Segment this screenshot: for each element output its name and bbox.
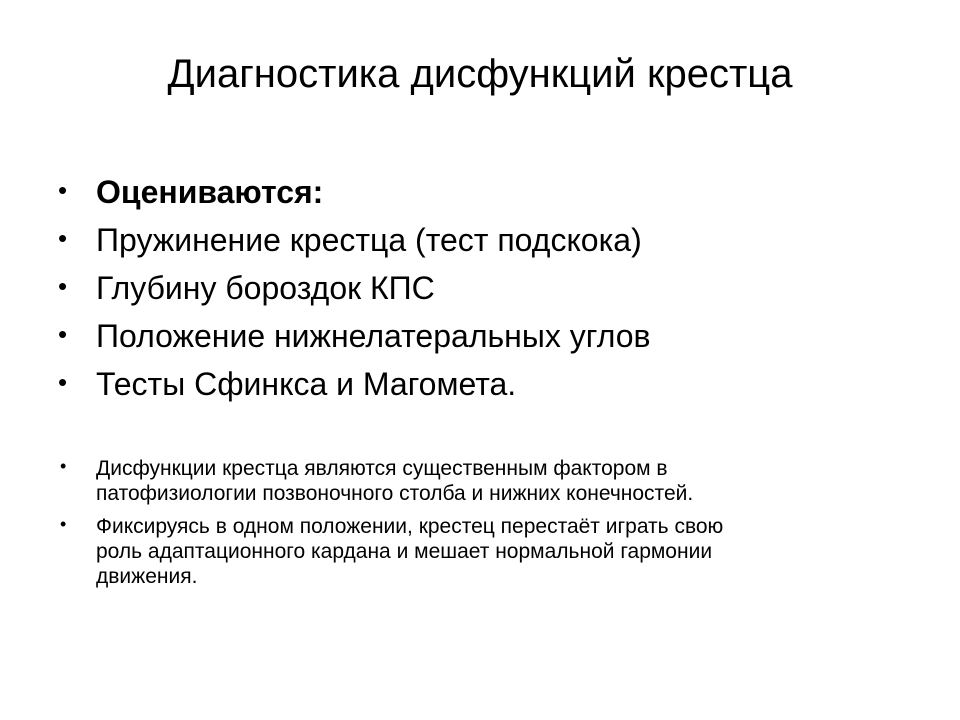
bullet-item-dysfunction-factor (60, 456, 900, 506)
bullet-item-inferior-lateral-angles (58, 312, 918, 360)
bullet-dot-icon: • (58, 175, 68, 205)
bullet-text: Оцениваются: (96, 174, 324, 210)
bullet-dot-icon: • (58, 271, 68, 301)
slide-title: Диагностика дисфункций крестца (167, 52, 793, 96)
bullet-dot-icon: • (58, 223, 68, 253)
bullet-dot-icon: • (60, 514, 67, 534)
bullet-dot-icon: • (60, 456, 67, 476)
bullet-item-fixation-effect (60, 514, 900, 589)
bullet-text-line: патофизиологии позвоночного столба и нижних конечностей. (96, 482, 694, 505)
bullet-text: Тесты Сфинкса и Магомета. (96, 366, 517, 402)
bullet-text-line: Фиксируясь в одном положении, крестец перестаёт играть свою (96, 515, 724, 538)
bullet-text: Положение нижнелатеральных углов (96, 318, 651, 354)
bullet-item-sphinx-tests (58, 360, 918, 408)
bullet-dot-icon: • (58, 367, 68, 397)
primary-bullet-list (58, 168, 918, 408)
secondary-bullet-list (60, 456, 900, 597)
bullet-dot-icon: • (58, 319, 68, 349)
bullet-text: Глубину бороздок КПС (96, 270, 435, 306)
bullet-text-line: Дисфункции крестца являются существенным фактором в (96, 457, 668, 480)
bullet-item-sacral-springing (58, 216, 918, 264)
bullet-text: Пружинение крестца (тест подскока) (96, 222, 642, 258)
bullet-text-line: движения. (96, 565, 198, 588)
bullet-item-assessed-heading (58, 168, 918, 216)
bullet-item-sulcus-depth (58, 264, 918, 312)
bullet-text-line: роль адаптационного кардана и мешает нормальной гармонии (96, 540, 713, 563)
